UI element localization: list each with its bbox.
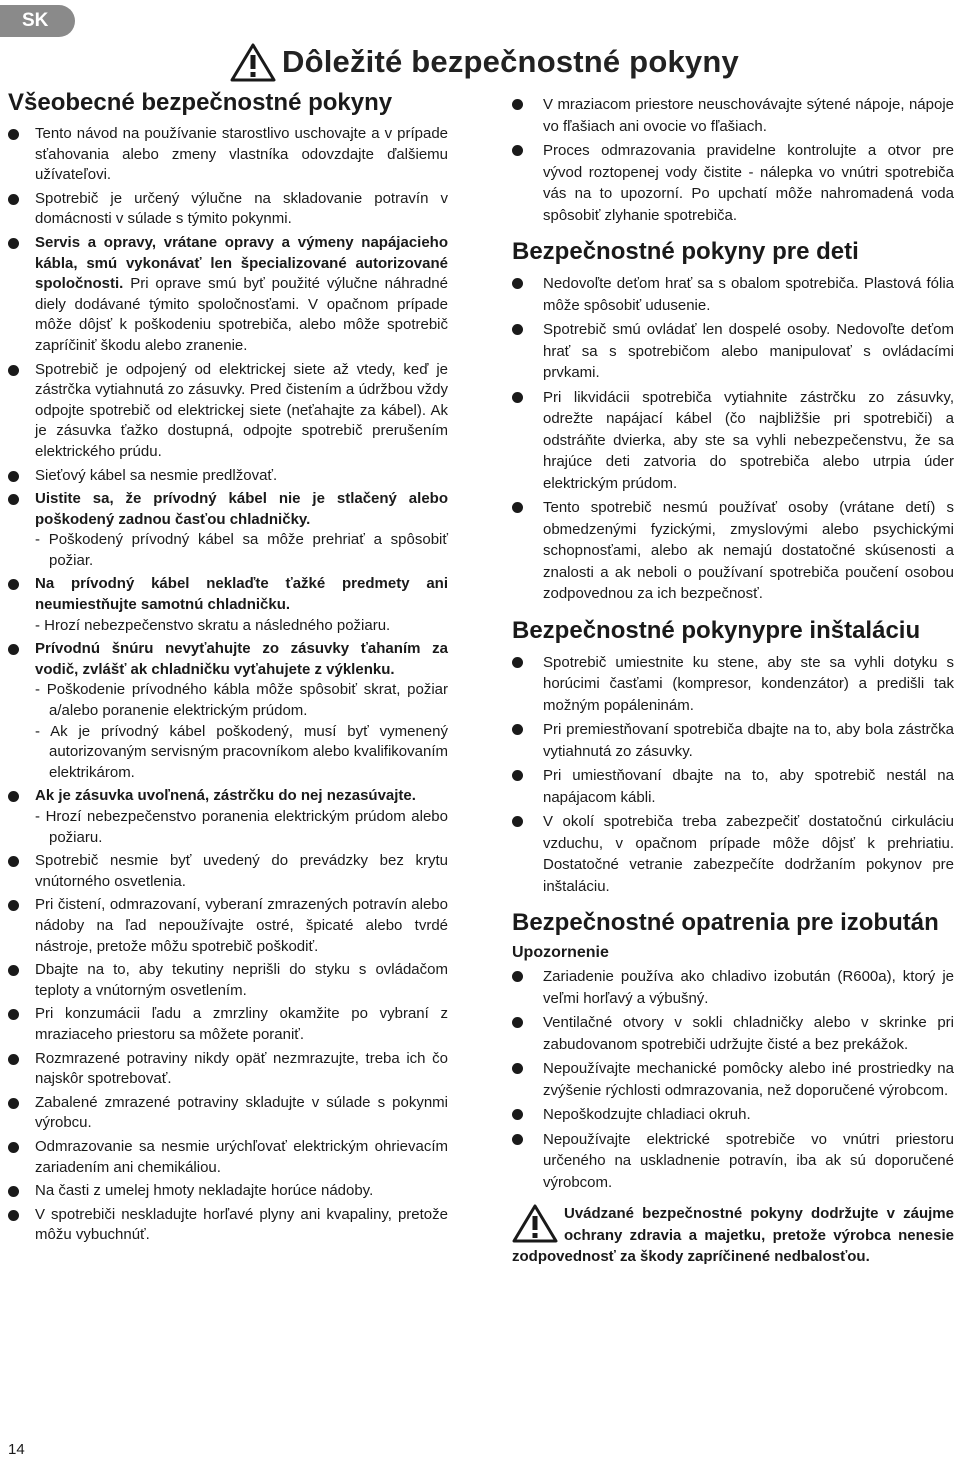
list-item <box>512 719 954 762</box>
dash-subitem: - Poškodený prívodný kábel sa môže prehriať a spôsobiť požiar. <box>35 531 448 569</box>
item-text: Rozmrazené potraviny nikdy opäť nezmrazujte, treba ich čo najskôr spotrebovať. <box>35 1049 448 1088</box>
list-item <box>512 1104 954 1126</box>
list-item <box>8 189 448 230</box>
item-text: Nepoužívajte mechanické pomôcky alebo iné prostriedky na zvýšenie rýchlosti odmrazovania, než doporučené výrobcom. <box>543 1060 954 1099</box>
item-text: Tento návod na používanie starostlivo uschovajte a v prípade sťahovania alebo zmeny vlastníka odovzdajte ďalšiemu užívateľovi. <box>35 125 448 184</box>
list-item <box>8 1137 448 1178</box>
isobutane-warning-subheading: Upozornenie <box>512 944 609 961</box>
list-item <box>8 1004 448 1045</box>
list-item <box>512 652 954 717</box>
item-text: Tento spotrebič nesmú používať osoby (vrátane detí) s obmedzenými fyzickými, zmyslovými alebo psychickými schopnosťami, alebo ak nemajú dostatočné skúsenosti a znalosti a ak neboli o používaní spotrebiča poučení osobou zodpovednou za ich bezpečnosť. <box>543 499 954 602</box>
bold-text: Uistite sa, že prívodný kábel nie je stlačený alebo poškodený zadnou časťou chladničky. <box>35 490 448 528</box>
list-item <box>8 574 448 636</box>
item-text: Zariadenie používa ako chladivo izobután (R600a), ktorý je veľmi horľavý a výbušný. <box>543 968 954 1007</box>
children-safety-list <box>512 273 954 605</box>
list-item <box>512 319 954 384</box>
list-item <box>512 273 954 316</box>
installation-safety-list <box>512 652 954 898</box>
list-item <box>512 497 954 605</box>
list-item <box>512 811 954 897</box>
list-item <box>8 1181 448 1202</box>
item-text: Nepoužívajte elektrické spotrebiče vo vnútri priestoru určeného na uskladnenie potravín, iba ak sú doporučené výrobcom. <box>543 1130 954 1191</box>
dash-subitem: - Ak je prívodný kábel poškodený, musí byť vymenený autorizovaným servisným pracovníkom alebo kvalifikovaním elektrikárom. <box>35 722 448 781</box>
list-item <box>512 94 954 137</box>
item-text: Nedovoľte deťom hrať sa s obalom spotrebiča. Plastová fólia môže spôsobiť udusenie. <box>543 275 954 314</box>
item-text: Odmrazovanie sa nesmie urýchľovať elektrickým ohrievacím zariadením ani chemikáliou. <box>35 1137 448 1176</box>
list-item <box>8 489 448 571</box>
item-text: Zabalené zmrazené potraviny skladujte v súlade s pokynmi výrobcu. <box>35 1093 448 1132</box>
item-text: Nepoškodzujte chladiaci okruh. <box>543 1106 751 1123</box>
item-text: Ventilačné otvory v sokli chladničky alebo v skrinke pri zabudovanom spotrebiči udržujte čisté a bez prekážok. <box>543 1014 954 1053</box>
list-item <box>8 233 448 357</box>
general-safety-heading: Všeobecné bezpečnostné pokyny <box>8 89 393 116</box>
page-title <box>230 40 739 84</box>
item-text: V mraziacom priestore neuschovávajte sýtené nápoje, nápoje vo fľašiach ani ovocie vo fľašiach. <box>543 96 954 135</box>
bold-text: Na prívodný kábel neklaďte ťažké predmety ani neumiestňujte samotnú chladničku. <box>35 575 448 614</box>
isobutane-safety-heading: Bezpečnostné opatrenia pre izobután <box>512 909 939 936</box>
liability-warning-note <box>512 1203 954 1268</box>
list-item <box>512 1129 954 1194</box>
item-text: Sieťový kábel sa nesmie predlžovať. <box>35 466 278 484</box>
list-item <box>8 466 448 487</box>
installation-safety-heading: Bezpečnostné pokynypre inštaláciu <box>512 616 921 644</box>
list-item <box>8 1049 448 1090</box>
dash-subitem: - Hrozí nebezpečenstvo skratu a následného požiaru. <box>35 616 391 634</box>
item-text: Pri čistení, odmrazovaní, vyberaní zmrazených potravín alebo nádoby na ľad nepoužívajte ostré, špicaté alebo tvrdé nástroje, pretože môžu spotrebič poškodiť. <box>35 896 448 955</box>
list-item <box>8 1205 448 1246</box>
warning-triangle-icon <box>512 1203 558 1243</box>
list-item <box>8 1093 448 1134</box>
item-text: Pri umiestňovaní dbajte na to, aby spotrebič nestál na napájacom kábli. <box>543 767 954 806</box>
general-safety-list <box>8 124 448 1246</box>
item-text: Pri premiestňovaní spotrebiča dbajte na to, aby bola zástrčka vytiahnutá zo zásuvky. <box>543 721 954 760</box>
liability-warning-text: Uvádzané bezpečnostné pokyny dodržujte v záujme ochrany zdravia a majetku, pretože výrobca nenesie zodpovednosť za škody zapríčinené nedbalosťou. <box>512 1205 954 1265</box>
item-text: Pri oprave smú byť použité výlučne náhradné diely dodávané týmito spoločnosťami. V opačnom prípade môže dôjsť k poškodeniu spotrebiča, alebo môže spotrebič zapríčiniť škodu alebo zranenie. <box>35 275 448 354</box>
item-text: Spotrebič umiestnite ku stene, aby ste sa vyhli dotyku s horúcimi časťami (kompresor, kondenzátor) a predišli tak možným popáleninám. <box>543 653 954 714</box>
list-item <box>8 360 448 463</box>
list-item <box>512 765 954 808</box>
item-text: Dbajte na to, aby tekutiny neprišli do styku s ovládačom teploty a vnútorným osvetlením. <box>35 961 448 999</box>
list-item <box>512 1058 954 1101</box>
bold-text: Servis a opravy, vrátane opravy a výmeny napájacieho kábla, smú vykonávať len špecializované autorizované spoločnosti. <box>35 233 448 293</box>
left-column <box>8 90 448 1249</box>
list-item <box>512 387 954 495</box>
item-text: Spotrebič je odpojený od elektrickej siete až vtedy, keď je zástrčka vytiahnutá zo zásuvky. Pred čistením a údržbou vždy odpojte spotrebič od elektrickej siete (neťahajte za kábel). Ak je zásuvka ťažko dostupná, odpojte spotrebič prerušením elektrického prúdu. <box>35 360 448 460</box>
item-text: Spotrebič nesmie byť uvedený do prevádzky bez krytu vnútorného osvetlenia. <box>35 852 448 890</box>
list-item <box>8 851 448 892</box>
item-text: Spotrebič smú ovládať len dospelé osoby. Nedovoľte deťom hrať sa s spotrebičom alebo manipulovať s ovládacími prvkami. <box>543 321 954 381</box>
item-text: Pri konzumácii ľadu a zmrzliny okamžite po vybraní z mraziaceho priestoru sa môžete poraniť. <box>35 1005 448 1043</box>
item-text: Proces odmrazovania pravidelne kontrolujte a otvor pre vývod roztopenej vody čistite - nálepka vo vnútri spotrebiča vás na to upozorní. Po upchatí môže nahromadená voda spôsobiť zlyhanie spotrebiča. <box>543 142 954 224</box>
list-item <box>512 1012 954 1055</box>
children-safety-heading: Bezpečnostné pokyny pre deti <box>512 238 859 265</box>
bold-text: Ak je zásuvka uvoľnená, zástrčku do nej nezasúvajte. <box>35 787 416 805</box>
item-text: Na časti z umelej hmoty nekladajte horúce nádoby. <box>35 1182 374 1200</box>
list-item <box>8 124 448 186</box>
page-title-text: Dôležité bezpečnostné pokyny <box>282 44 739 79</box>
isobutane-safety-list <box>512 966 954 1193</box>
language-badge: SK <box>0 5 75 37</box>
list-item <box>512 140 954 226</box>
item-text: V spotrebiči neskladujte horľavé plyny ani kvapaliny, pretože môžu vybuchnúť. <box>35 1205 448 1244</box>
page-number: 14 <box>8 1441 25 1458</box>
item-text: V okolí spotrebiča treba zabezpečiť dostatočnú cirkuláciu vzduchu, v opačnom prípade môže dôjsť k prehriatiu. Dostatočné vetranie zabezpečíte dodržaním pokynov pre inštaláciu. <box>543 813 954 895</box>
list-item <box>512 966 954 1009</box>
list-item <box>8 960 448 1001</box>
list-item <box>8 895 448 957</box>
dash-subitem: - Hrozí nebezpečenstvo poranenia elektrickým prúdom alebo požiaru. <box>35 808 448 846</box>
dash-subitem: - Poškodenie prívodného kábla môže spôsobiť skrat, požiar a/alebo poranenie elektrickým prúdom. <box>35 681 448 720</box>
item-text: Spotrebič je určený výlučne na skladovanie potravín v domácnosti v súlade s týmito pokynmi. <box>35 189 448 228</box>
item-text: Pri likvidácii spotrebiča vytiahnite zástrčku zo zásuvky, odrežte napájací kábel (čo najbližšie pri spotrebiči) a odstráňte dvierka, aby ste sa vyhli nebezpečenstvu, že sa hrajúce deti zatvoria do spotrebiča alebo utrpia úder elektrickým prúdom. <box>543 388 954 492</box>
warning-triangle-icon <box>230 42 276 82</box>
list-item <box>8 639 448 783</box>
right-column <box>512 94 954 1268</box>
list-item <box>8 786 448 848</box>
bold-text: Prívodnú šnúru nevyťahujte zo zásuvky ťahaním za vodič, zvlášť ak chladničku vyťahujete z výklenku. <box>35 640 448 678</box>
freezer-notes-list <box>512 94 954 226</box>
